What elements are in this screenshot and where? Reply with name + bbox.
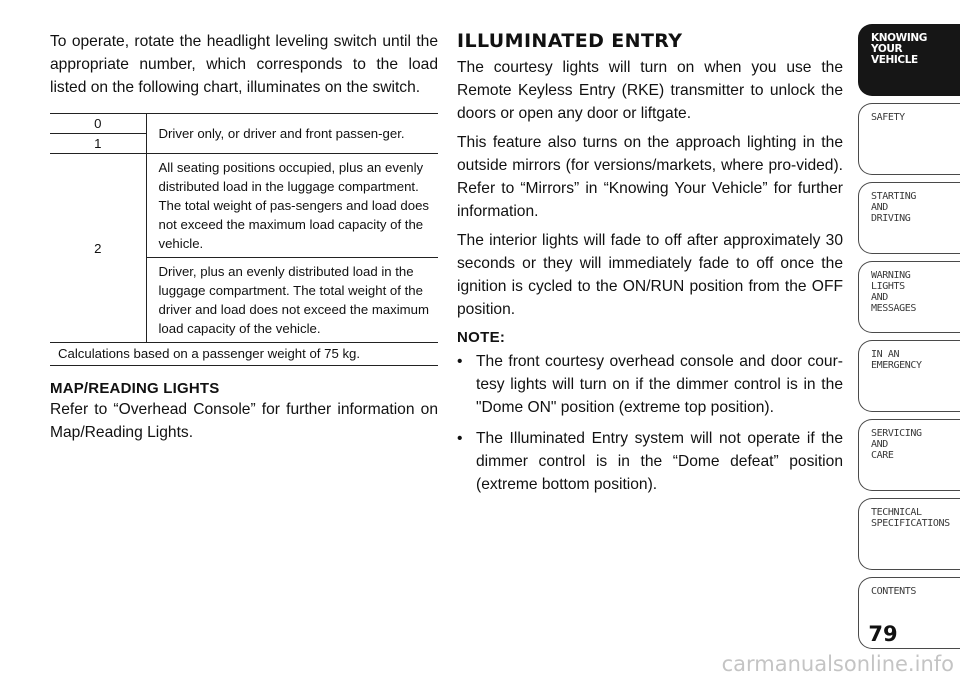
tab-label: SAFETY	[871, 112, 905, 123]
load-setting-number: 0	[50, 114, 146, 134]
body-paragraph: This feature also turns on the approach lighting in the outside mirrors (for versions/markets, where pro-vided). Refer to “Mirrors” in “Knowing Your Vehicle” for further information.	[457, 134, 843, 220]
watermark: carmanualsonline.info	[721, 652, 954, 676]
bullet-text: The front courtesy overhead console and door cour-tesy lights will turn on if the dimmer control is in the "Dome ON" position (extreme top position).	[476, 353, 843, 416]
tab-starting-and-driving[interactable]	[858, 182, 960, 254]
tab-knowing-your-vehicle[interactable]	[858, 24, 960, 96]
tab-technical-specifications[interactable]	[858, 498, 960, 570]
tab-label: TECHNICAL SPECIFICATIONS	[871, 507, 950, 529]
list-item	[457, 427, 843, 496]
tab-label: STARTING AND DRIVING	[871, 191, 916, 224]
page-number: 79	[868, 622, 898, 646]
tab-label: CONTENTS	[871, 586, 916, 597]
table-row	[50, 343, 438, 366]
tab-in-an-emergency[interactable]	[858, 340, 960, 412]
body-paragraph: The interior lights will fade to off after approximately 30 seconds or they will immediately fade to off once the ignition is cycled to the ON/RUN position from the OFF position.	[457, 232, 843, 318]
load-description: All seating positions occupied, plus an evenly distributed load in the luggage compartment. The total weight of pas-sengers and load does not exceed the maximum load capacity of the vehicle.	[146, 154, 438, 258]
table-footnote: Calculations based on a passenger weight of 75 kg.	[50, 343, 438, 366]
note-bullet-list	[457, 350, 843, 496]
intro-paragraph: To operate, rotate the headlight leveling switch until the appropriate number, which corresponds to the load listed on the following chart, illuminates on the switch.	[50, 33, 438, 96]
right-column	[457, 28, 843, 504]
load-description: Driver only, or driver and front passen-ger.	[146, 114, 438, 154]
tab-safety[interactable]	[858, 103, 960, 175]
tab-label: WARNING LIGHTS AND MESSAGES	[871, 270, 916, 314]
table-row	[50, 154, 438, 258]
map-reading-heading: MAP/READING LIGHTS	[50, 380, 220, 397]
map-reading-text: Refer to “Overhead Console” for further information on Map/Reading Lights.	[50, 401, 438, 441]
tab-label: KNOWING YOUR VEHICLE	[871, 32, 927, 66]
left-column	[50, 30, 438, 444]
load-chart-table	[50, 113, 438, 366]
bullet-text: The Illuminated Entry system will not operate if the dimmer control is in the “Dome defeat” position (extreme bottom position).	[476, 430, 843, 493]
tab-warning-lights-and-messages[interactable]	[858, 261, 960, 333]
bullet-icon: •	[457, 353, 463, 370]
tab-label: IN AN EMERGENCY	[871, 349, 922, 371]
tab-servicing-and-care[interactable]	[858, 419, 960, 491]
table-row	[50, 114, 438, 134]
load-setting-number: 2	[50, 154, 146, 343]
bullet-icon: •	[457, 430, 463, 447]
note-label: NOTE:	[457, 329, 506, 346]
section-tabs	[858, 24, 960, 656]
list-item	[457, 350, 843, 419]
tab-label: SERVICING AND CARE	[871, 428, 922, 461]
body-paragraph: The courtesy lights will turn on when you use the Remote Keyless Entry (RKE) transmitter to unlock the doors or open any door or liftgate.	[457, 59, 843, 122]
load-setting-number: 1	[50, 134, 146, 154]
load-description: Driver, plus an evenly distributed load in the luggage compartment. The total weight of the driver and load does not exceed the maximum load capacity of the vehicle.	[146, 258, 438, 343]
section-title: ILLUMINATED ENTRY	[457, 30, 683, 52]
